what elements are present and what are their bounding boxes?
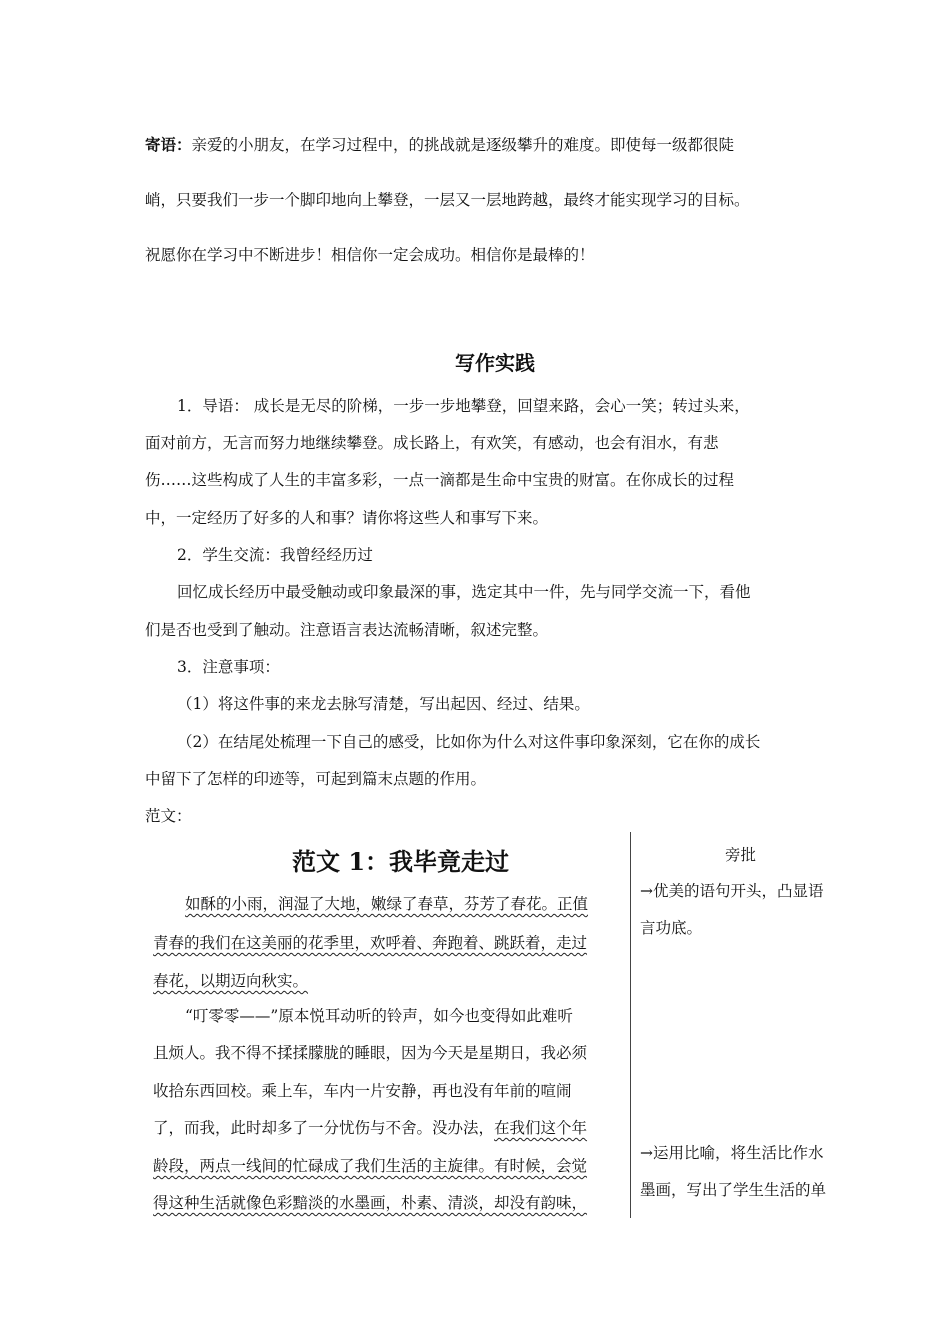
essay-p2-line-4-wavy: 在我们这个年 xyxy=(494,1119,588,1137)
note-2-line-1: （2）在结尾处梳理一下自己的感受，比如你为什么对这件事印象深刻，它在你的成长 xyxy=(177,733,761,751)
essay-p2-line-6: 得这种生活就像色彩黯淡的水墨画，朴素、清淡，却没有韵味， xyxy=(153,1194,588,1212)
side-note-1-line-1: →优美的语句开头，凸显语 xyxy=(640,882,824,900)
essay-title: 范文 1：我毕竟走过 xyxy=(292,847,510,876)
column-divider xyxy=(630,832,631,1218)
intro-line-3: 伤……这些构成了人生的丰富多彩，一点一滴都是生命中宝贵的财富。在你成长的过程 xyxy=(145,471,735,489)
message-line-1 xyxy=(145,133,734,155)
essay-p1-line-2: 青春的我们在这美丽的花季里，欢呼着、奔跑着、跳跃着，走过 xyxy=(153,934,588,952)
message-text-1: 亲爱的小朋友，在学习过程中，的挑战就是逐级攀升的难度。即使每一级都很陡 xyxy=(191,136,735,154)
sample-label: 范文： xyxy=(145,807,192,825)
essay-p1-line-3: 春花，以期迈向秋实。 xyxy=(153,972,309,990)
intro-line-2: 面对前方，无言而努力地继续攀登。成长路上，有欢笑，有感动，也会有泪水，有悲 xyxy=(145,434,719,452)
exchange-line-1: 回忆成长经历中最受触动或印象最深的事，选定其中一件，先与同学交流一下，看他 xyxy=(177,583,751,601)
notes-title: 3．注意事项： xyxy=(177,658,280,676)
essay-p2-line-4 xyxy=(153,1116,587,1138)
essay-p2-line-1: “叮零零——”原本悦耳动听的铃声，如今也变得如此难听 xyxy=(185,1007,573,1025)
essay-p2-line-4-plain: 了，而我，此时却多了一分忧伤与不舍。没办法， xyxy=(153,1119,495,1137)
essay-p1-line-1: 如酥的小雨，润湿了大地，嫩绿了春草，芬芳了春花。正值 xyxy=(185,895,589,913)
exchange-title: 2．学生交流：我曾经经历过 xyxy=(177,546,373,564)
side-note-2-line-2: 墨画，写出了学生生活的单 xyxy=(640,1181,827,1199)
essay-p2-line-5: 龄段，两点一线间的忙碌成了我们生活的主旋律。有时候，会觉 xyxy=(153,1157,588,1175)
essay-p2-line-2: 且烦人。我不得不揉揉朦胧的睡眼，因为今天是星期日，我必须 xyxy=(153,1044,588,1062)
message-label: 寄语： xyxy=(145,135,192,154)
side-notes-header: 旁批 xyxy=(725,846,757,864)
section-title: 写作实践 xyxy=(455,351,535,375)
intro-line-4: 中，一定经历了好多的人和事？请你将这些人和事写下来。 xyxy=(145,509,549,527)
note-2-line-2: 中留下了怎样的印迹等，可起到篇末点题的作用。 xyxy=(145,770,487,788)
exchange-line-2: 们是否也受到了触动。注意语言表达流畅清晰，叙述完整。 xyxy=(145,621,549,639)
essay-p2-line-3: 收拾东西回校。乘上车，车内一片安静，再也没有年前的喧闹 xyxy=(153,1082,572,1100)
side-note-2-line-1: →运用比喻，将生活比作水 xyxy=(640,1144,824,1162)
message-line-2: 峭，只要我们一步一个脚印地向上攀登，一层又一层地跨越，最终才能实现学习的目标。 xyxy=(145,191,750,209)
note-1: （1）将这件事的来龙去脉写清楚，写出起因、经过、结果。 xyxy=(177,695,590,713)
message-line-3: 祝愿你在学习中不断进步！相信你一定会成功。相信你是最棒的！ xyxy=(145,246,595,264)
side-note-1-line-2: 言功底。 xyxy=(640,919,703,937)
intro-line-1: 1．导语： 成长是无尽的阶梯，一步一步地攀登，回望来路，会心一笑；转过头来， xyxy=(177,397,750,415)
